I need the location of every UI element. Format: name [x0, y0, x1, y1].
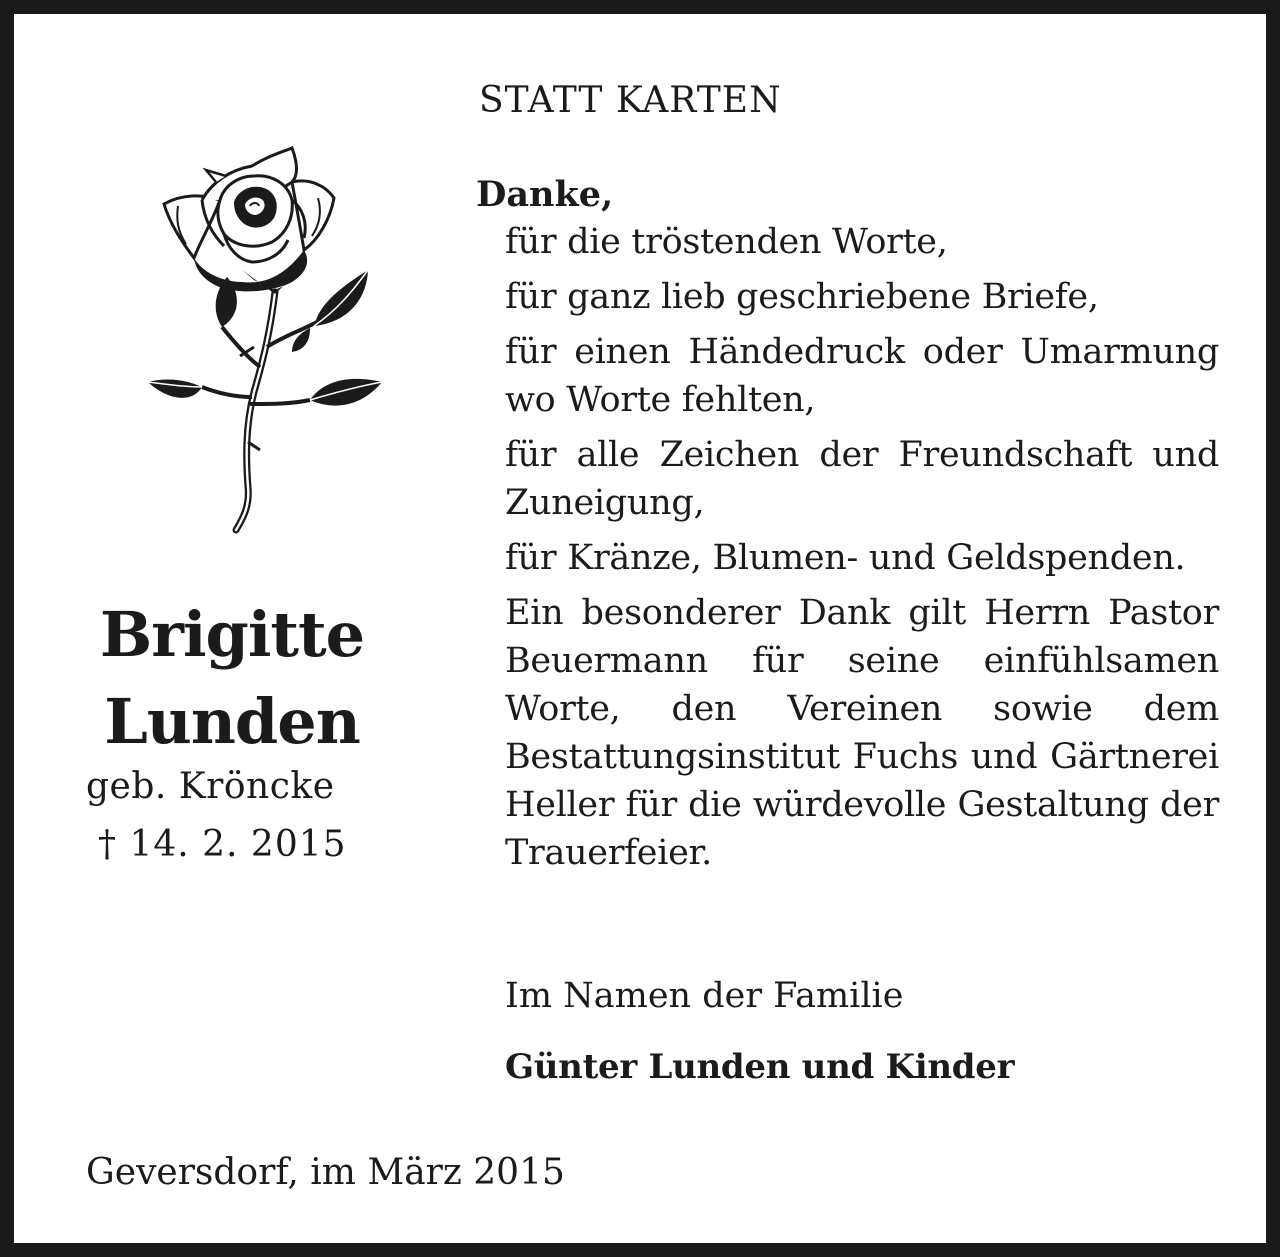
thanks-paragraph: Ein besonderer Dank gilt Herrn Pastor Beuermann für seine einfühlsamen Worte, den Vereinen sowie dem Bestattungsinstitut Fuchs und Gärtnerei Heller für die würdevolle Gestaltung der Trauerfeier. — [505, 593, 1219, 873]
notice-heading: STATT KARTEN — [479, 80, 782, 121]
deceased-first-name: Brigitte — [99, 598, 365, 671]
deceased-last-name: Lunden — [104, 684, 360, 758]
signoff: Im Namen der Familie — [505, 976, 904, 1016]
thanks-paragraph: für alle Zeichen der Freundschaft und Zuneigung, — [505, 435, 1219, 523]
place-date: Geversdorf, im März 2015 — [86, 1152, 565, 1193]
rose-icon — [142, 142, 392, 537]
birth-name: geb. Kröncke — [86, 766, 335, 807]
death-date: † 14. 2. 2015 — [98, 824, 347, 865]
deceased-name — [92, 592, 372, 766]
signers: Günter Lunden und Kinder — [505, 1047, 1015, 1087]
thanks-paragraph: für einen Händedruck oder Umarmung wo Worte fehlten, — [505, 332, 1219, 420]
thanks-heading: Danke, — [476, 174, 614, 215]
thanks-paragraph: für ganz lieb geschriebene Briefe, — [505, 277, 1099, 317]
thanks-paragraph: für die tröstenden Worte, — [505, 222, 948, 262]
thanks-paragraph: für Kränze, Blumen- und Geldspenden. — [505, 538, 1186, 578]
thanks-paragraphs — [505, 218, 1219, 884]
